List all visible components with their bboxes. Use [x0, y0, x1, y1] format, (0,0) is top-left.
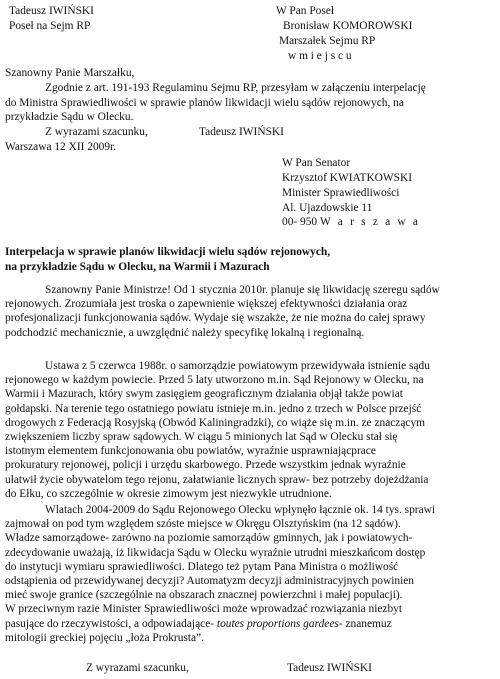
paragraph-line: ułatwił życie obywatelom tego rejonu, załatwianie licznych spraw- bez potrzeby dojeżdżania [5, 473, 429, 486]
paragraph-line: prokuratury rejonowej, policji i urzędu skarbowego. Przede wszystkim jednak wyraźnie [5, 459, 406, 472]
paragraph-2 [5, 359, 430, 501]
letter-body-line-2: do Ministra Sprawiedliwości w sprawie planów likwidacji wielu sądów rejonowych, na [5, 97, 404, 109]
letter-date: Warszawa 12 XII 2009r. [5, 141, 117, 153]
interpelation-title-line-2: na przykładzie Sądu w Olecku, na Warmii i Mazurach [5, 261, 270, 273]
paragraph-line: zwiększeniem liczby spraw sądowych. W ciągu 5 minionych lat Sąd w Olecku stał się [5, 431, 398, 444]
paragraph-line: Ustawa z 5 czerwca 1988r. o samorządzie powiatowym przewidywała istnienie sądu [45, 360, 430, 372]
letter-closing-name: Tadeusz IWIŃSKI [199, 126, 284, 138]
letter-body-line-3: przykładzie Sądu w Olecku. [5, 111, 134, 123]
letter-closing: Z wyrazami szacunku, [45, 126, 148, 138]
paragraph-line: Władze samorządowe- zarówno na poziomie samorządów gminnych, jak i powiatowych- [5, 532, 413, 545]
paragraph-line: rejonowego w każdym powiecie. Przed 5 laty utworzono m.in. Sąd Rejonowy w Olecku, na [5, 374, 424, 387]
closing-name: Tadeusz IWIŃSKI [287, 662, 372, 674]
paragraph-line [5, 617, 435, 631]
paragraph-line: zajmował on pod tym względem szóste miejsce w Okręgu Olsztyńskim (na 12 sądów). [5, 518, 401, 531]
paragraph-line: podchodzić mechanicznie, a uwzględnić należy specyfikę lokalną i regionalną. [5, 326, 365, 339]
recipient-title: Marszałek Sejmu RP [279, 35, 376, 47]
latin-phrase: toutes proportions gardees [216, 617, 339, 630]
recipient-place: w m i e j s c u [288, 50, 352, 62]
address-street: Al. Ujazdowskie 11 [282, 202, 373, 214]
paragraph-line: mitologii greckiej pojęciu „łoża Prokrusta”. [5, 631, 204, 644]
sender-name: Tadeusz IWIŃSKI [9, 5, 94, 17]
line-text: - znanemuz [338, 617, 392, 630]
paragraph-line: drogowych z Federacją Rosyjską (Obwód Kaliningradzki), co wiąże się m.in. ze znaczącym [5, 416, 426, 429]
paragraph-line: W przeciwnym razie Minister Sprawiedliwości może wprowadzać rozwiązania niezbyt [5, 603, 403, 616]
paragraph-line: Warmii i Mazurach, który swym zasięgiem geograficznym działania objął także powiat [5, 388, 403, 401]
address-name: Krzysztof KWIATKOWSKI [282, 172, 413, 184]
address-title: Minister Sprawiedliwości [282, 187, 400, 199]
letter-body-line-1: Zgodnie z art. 191-193 Regulaminu Sejmu RP, przesyłam w załączeniu interpelację [45, 82, 426, 94]
paragraph-line: Wlatach 2004-2009 do Sądu Rejonowego Olecku wpłynęło łącznie ok. 14 tys. sprawi [45, 504, 436, 516]
paragraph-line: rejonowych. Zrozumiała jest troska o zapewnienie większej efektywności działania oraz [5, 298, 408, 311]
paragraph-line: profesjonalizacji funkcjonowania sądów. Wydaje się wszakże, że nie można do całej sprawy [5, 312, 426, 325]
paragraph-line: mieć swoje granice (szczególnie na obszarach znacznej powierzchni i małej populacji). [5, 589, 403, 602]
recipient-name: Bronisław KOMOROWSKI [283, 20, 413, 32]
address-postcode: 00- 950 [282, 216, 320, 228]
letter-salutation: Szanowny Panie Marszałku, [5, 67, 135, 79]
address-city: W a r s z a w a [319, 216, 421, 228]
paragraph-line: istotnym elementem funkcjonowania obu powiatów, wyraźnie usprawniającprace [5, 445, 376, 458]
closing-text: Z wyrazami szacunku, [86, 662, 189, 674]
line-text: pasujące do rzeczywistości, a odpowiadające- [5, 617, 217, 630]
paragraph-line: gołdapski. Na terenie tego ostatniego powiatu istnieje m.in. jedno z trzech w Polsce przejść [5, 402, 422, 415]
paragraph-line: do Ełku, co szczególnie w okresie zimowym jest niezwykle utrudnione. [5, 487, 332, 500]
paragraph-1 [5, 283, 440, 340]
recipient-salutation: W Pan Poseł [276, 5, 335, 17]
paragraph-line: zdecydowanie uważają, iż likwidacja Sądu w Olecku wyraźnie utrudni mieszkańcom dostęp [5, 546, 426, 559]
paragraph-line: odstąpienia od przewidywanej decyzji? Automatyzm decyzji administracyjnych powinien [5, 575, 414, 588]
sender-title: Poseł na Sejm RP [9, 20, 91, 32]
interpelation-title-line-1: Interpelacja w sprawie planów likwidacji wielu sądów rejonowych, [5, 246, 331, 258]
paragraph-3 [5, 503, 435, 645]
address-city-line [282, 215, 420, 229]
address-salutation: W Pan Senator [282, 157, 351, 169]
paragraph-line: Szanowny Panie Ministrze! Od 1 stycznia 2010r. planuje się likwidację szeregu sądów [45, 284, 440, 296]
paragraph-line: do instytucji wymiaru sprawiedliwości. Dlatego też pytam Pana Ministra o możliwość [5, 560, 399, 573]
